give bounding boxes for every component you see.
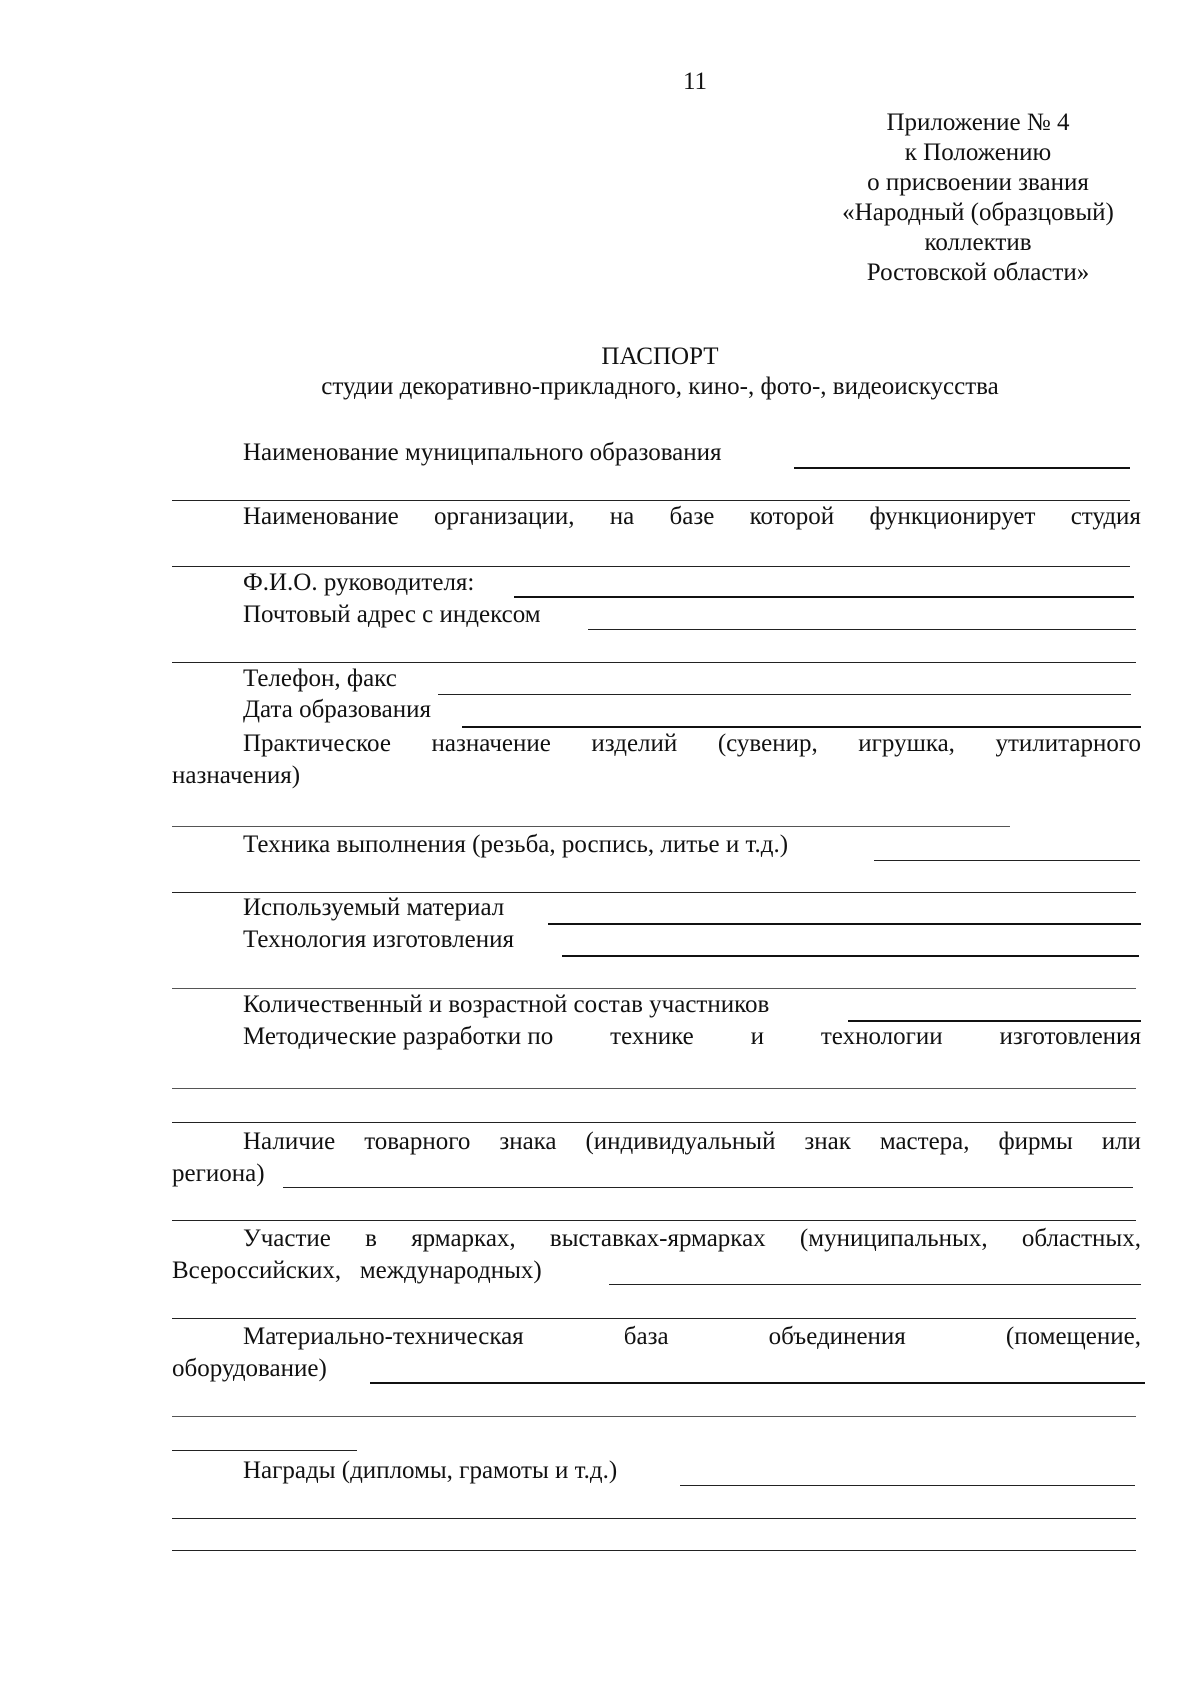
trademark-blank-continued[interactable] [172, 1220, 1136, 1221]
founding-date-blank[interactable] [462, 726, 1141, 728]
postal-address-label: Почтовый адрес с индексом [243, 601, 541, 628]
word: знак [804, 1128, 851, 1155]
word: областных, [1021, 1225, 1141, 1252]
trademark-blank[interactable] [283, 1187, 1133, 1188]
word: изготовления [999, 1023, 1141, 1050]
word: знака [499, 1128, 557, 1155]
base-blank-short[interactable] [172, 1450, 357, 1451]
appendix-line: «Народный (образцовый) [842, 199, 1114, 226]
manufacturing-tech-label: Технология изготовления [243, 926, 514, 953]
word: Участие [243, 1225, 331, 1252]
awards-blank-2[interactable] [172, 1518, 1136, 1519]
word: которой [749, 503, 835, 530]
base-blank-continued[interactable] [172, 1416, 1136, 1417]
word: товарного [364, 1128, 471, 1155]
phone-fax-label: Телефон, факс [243, 665, 397, 692]
appendix-line: коллектив [924, 229, 1032, 256]
word: организации, [434, 503, 575, 530]
material-blank[interactable] [548, 923, 1141, 925]
municipality-label: Наименование муниципального образования [243, 439, 722, 466]
postal-address-blank[interactable] [588, 629, 1136, 630]
manufacturing-tech-blank[interactable] [562, 955, 1139, 957]
word: студия [1070, 503, 1141, 530]
word: (муниципальных, [799, 1225, 988, 1252]
page-number: 11 [682, 68, 708, 95]
appendix-line: Приложение № 4 [886, 109, 1070, 136]
appendix-line: Ростовской области» [866, 259, 1090, 286]
material-label: Используемый материал [243, 894, 505, 921]
word: Наименование [243, 503, 399, 530]
trademark-label-continued: региона) [172, 1160, 265, 1187]
trademark-label [243, 1127, 1141, 1157]
fairs-blank[interactable] [609, 1284, 1141, 1285]
purpose-blank[interactable] [172, 826, 1010, 827]
director-blank[interactable] [514, 596, 1134, 598]
document-title: ПАСПОРТ [601, 343, 719, 370]
organization-blank[interactable] [172, 566, 1130, 567]
word: мастера, [879, 1128, 970, 1155]
document-subtitle: студии декоративно-прикладного, кино-, фото-, видеоискусства [321, 373, 999, 400]
purpose-label-continued: назначения) [172, 762, 301, 789]
technique-label: Техника выполнения (резьба, роспись, литье и т.д.) [243, 831, 789, 858]
founding-date-label: Дата образования [243, 696, 431, 723]
technique-blank[interactable] [874, 860, 1140, 861]
appendix-line: к Положению [904, 139, 1052, 166]
awards-blank-3[interactable] [172, 1550, 1136, 1551]
municipality-blank[interactable] [794, 467, 1130, 469]
base-label-continued: оборудование) [172, 1355, 327, 1382]
word: выставках-ярмарках [549, 1225, 766, 1252]
fairs-blank-continued[interactable] [172, 1318, 1136, 1319]
methodical-label [243, 1022, 1141, 1052]
word: на [609, 503, 635, 530]
word: ярмарках, [411, 1225, 516, 1252]
word: база [623, 1323, 669, 1350]
word: объединения [768, 1323, 906, 1350]
manufacturing-tech-blank-continued[interactable] [172, 988, 1136, 989]
participants-label: Количественный и возрастной состав участников [243, 991, 770, 1018]
director-label: Ф.И.О. руководителя: [243, 569, 475, 596]
awards-label: Награды (дипломы, грамоты и т.д.) [243, 1457, 618, 1484]
word: Материально-техническая [243, 1323, 524, 1350]
word: технике [610, 1023, 694, 1050]
fairs-label [243, 1224, 1141, 1254]
word: функционирует [869, 503, 1036, 530]
word: утилитарного [995, 730, 1141, 757]
word: изделий [591, 730, 678, 757]
fairs-label-continued: Всероссийских, международных) [172, 1257, 542, 1284]
appendix-line: о присвоении звания [867, 169, 1089, 196]
word: и [750, 1023, 764, 1050]
phone-fax-blank[interactable] [438, 694, 1131, 695]
postal-address-blank-continued[interactable] [172, 662, 1136, 663]
word: или [1101, 1128, 1141, 1155]
word: Наличие [243, 1128, 336, 1155]
word: базе [669, 503, 715, 530]
organization-label [243, 502, 1141, 532]
base-blank[interactable] [370, 1382, 1145, 1384]
methodical-blank-2[interactable] [172, 1122, 1136, 1123]
word: Методические разработки по [243, 1023, 554, 1050]
word: Практическое [243, 730, 391, 757]
word: фирмы [998, 1128, 1073, 1155]
word: назначение [431, 730, 551, 757]
word: (помещение, [1005, 1323, 1141, 1350]
word: в [365, 1225, 377, 1252]
word: (сувенир, [717, 730, 818, 757]
base-label [243, 1322, 1141, 1352]
awards-blank[interactable] [680, 1485, 1135, 1486]
word: технологии [820, 1023, 943, 1050]
word: игрушка, [858, 730, 955, 757]
methodical-blank[interactable] [172, 1088, 1136, 1089]
word: (индивидуальный [585, 1128, 776, 1155]
municipality-blank-continued[interactable] [172, 500, 1130, 501]
purpose-label [243, 729, 1141, 759]
